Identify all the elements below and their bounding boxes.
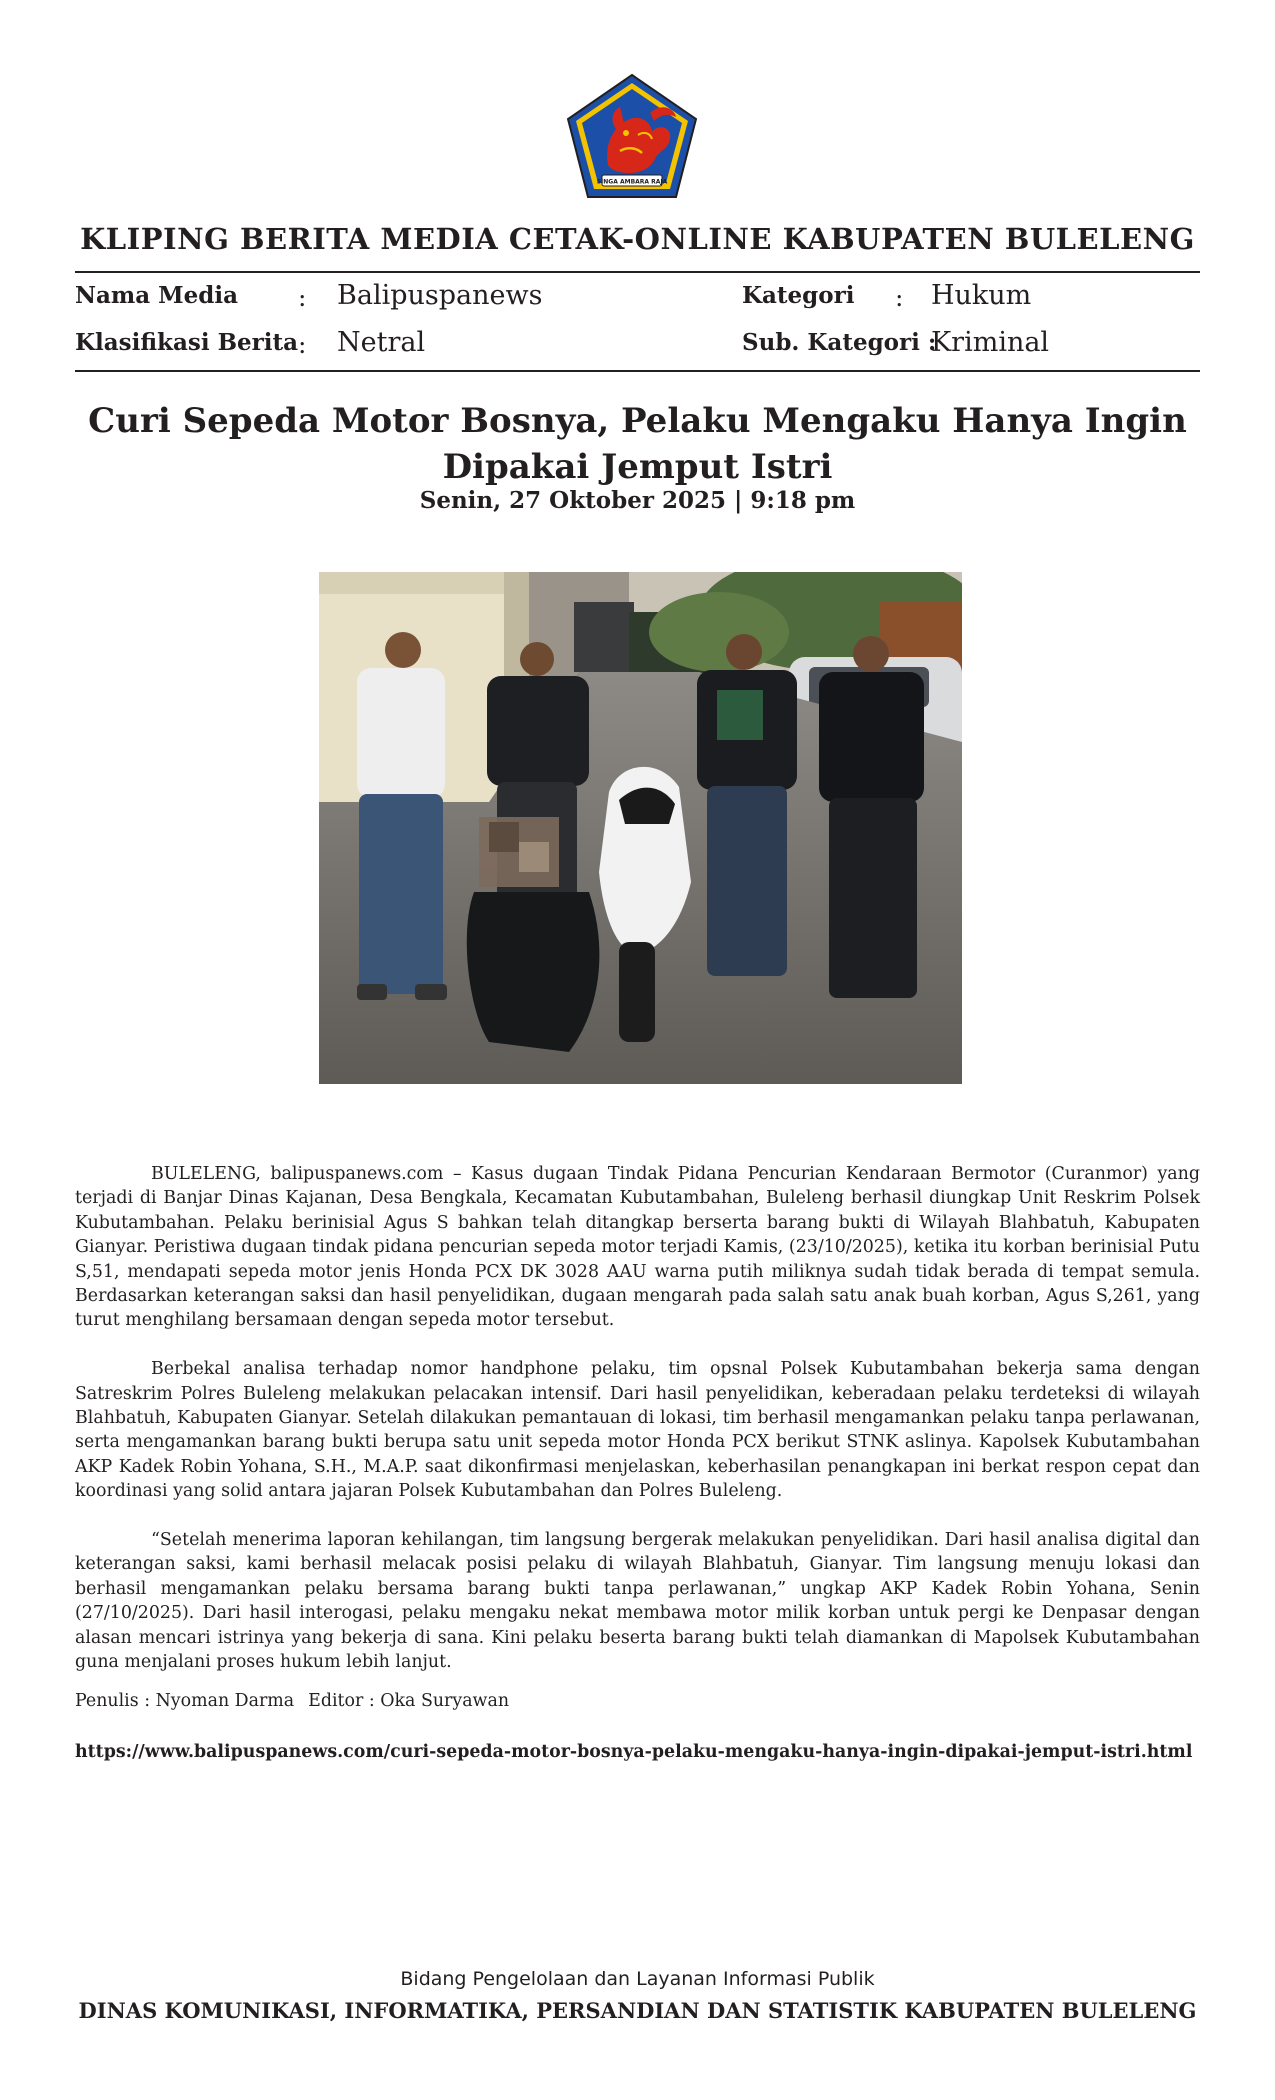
article-paragraph-1: BULELENG, balipuspanews.com – Kasus dugaan Tindak Pidana Pencurian Kendaraan Bermotor (Curanmor) yang terjadi di Banjar Dinas Kajanan, Desa Bengkala, Kecamatan Kubutambahan, Buleleng berhasil diungkap Unit Reskrim Polsek Kubutambahan. Pelaku berinisial Agus S bahkan telah ditangkap berserta barang bukti di Wilayah Blahbatuh, Kabupaten Gianyar. Peristiwa dugaan tindak pidana pencurian sepeda motor terjadi Kamis, (23/10/2025), ketika itu korban berinisial Putu S,51, mendapati sepeda motor jenis Honda PCX DK 3028 AAU warna putih miliknya sudah tidak berada di tempat semula. Berdasarkan keterangan saksi dan hasil penyelidikan, dugaan mengarah pada salah satu anak buah korban, Agus S,261, yang turut menghilang bersamaan dengan sepeda motor tersebut. <box>75 1164 1200 1331</box>
logo-motto-text: SINGA AMBARA RAJA <box>596 178 668 186</box>
headline-line-2: Dipakai Jemput Istri <box>442 447 833 487</box>
article-credits <box>75 1691 509 1711</box>
writer-credit: Penulis : Nyoman Darma <box>75 1691 295 1711</box>
media-label: Nama Media <box>75 282 238 309</box>
footer-agency: DINAS KOMUNIKASI, INFORMATIKA, PERSANDIAN DAN STATISTIK KABUPATEN BULELENG <box>78 1998 1197 2023</box>
article-dateline: Senin, 27 Oktober 2025 | 9:18 pm <box>419 487 856 514</box>
sub-kategori-value: Kriminal <box>931 327 1050 358</box>
article-paragraph-2: Berbekal analisa terhadap nomor handphone pelaku, tim opsnal Polsek Kubutambahan bekerja sama dengan Satreskrim Polres Buleleng melakukan pelacakan intensif. Dari hasil penyelidikan, keberadaan pelaku terdeteksi di wilayah Blahbatuh, Kabupaten Gianyar. Setelah dilakukan pemantauan di lokasi, tim berhasil mengamankan pelaku tanpa perlawanan, serta mengamankan barang bukti berupa satu unit sepeda motor Honda PCX berikut STNK aslinya. Kapolsek Kubutambahan AKP Kadek Robin Yohana, S.H., M.A.P. saat dikonfirmasi menjelaskan, keberhasilan penangkapan ini berkat respon cepat dan koordinasi yang solid antara jajaran Polsek Kubutambahan dan Polres Buleleng. <box>75 1359 1200 1502</box>
media-value: Balipuspanews <box>337 280 543 311</box>
kategori-colon: : <box>895 283 904 312</box>
article-photo <box>319 572 962 1084</box>
article-headline <box>0 398 1275 490</box>
kliping-title: KLIPING BERITA MEDIA CETAK-ONLINE KABUPATEN BULELENG <box>80 222 1195 256</box>
kategori-label: Kategori <box>742 282 855 309</box>
article-body <box>75 1162 1200 1699</box>
klasifikasi-label: Klasifikasi Berita <box>75 329 299 356</box>
headline-line-1: Curi Sepeda Motor Bosnya, Pelaku Mengaku Hanya Ingin <box>88 401 1187 441</box>
sub-kategori-label: Sub. Kategori : <box>742 329 937 356</box>
header-rule-top <box>75 271 1200 273</box>
editor-credit: Editor : Oka Suryawan <box>308 1691 510 1711</box>
kategori-value: Hukum <box>931 280 1032 311</box>
klasifikasi-value: Netral <box>337 327 426 358</box>
footer-division: Bidang Pengelolaan dan Layanan Informasi Publik <box>400 1968 875 1990</box>
source-url-link[interactable]: https://www.balipuspanews.com/curi-sepeda-motor-bosnya-pelaku-mengaku-hanya-ingin-dipakai-jemput-istri.html <box>75 1742 1193 1762</box>
klasifikasi-colon: : <box>298 330 307 359</box>
buleleng-emblem-icon <box>564 73 700 201</box>
article-paragraph-3: “Setelah menerima laporan kehilangan, tim langsung bergerak melakukan penyelidikan. Dari hasil analisa digital dan keterangan saksi, kami berhasil melacak posisi pelaku di wilayah Blahbatuh, Gianyar. Tim langsung menuju lokasi dan berhasil mengamankan pelaku bersama barang bukti tanpa perlawanan,” ungkap AKP Kadek Robin Yohana, Senin (27/10/2025). Dari hasil interogasi, pelaku mengaku nekat membawa motor milik korban untuk pergi ke Denpasar dengan alasan mencari istrinya yang bekerja di sana. Kini pelaku beserta barang bukti telah diamankan di Mapolsek Kubutambahan guna menjalani proses hukum lebih lanjut. <box>75 1530 1200 1673</box>
header-rule-bottom <box>75 370 1200 372</box>
media-colon: : <box>298 283 307 312</box>
